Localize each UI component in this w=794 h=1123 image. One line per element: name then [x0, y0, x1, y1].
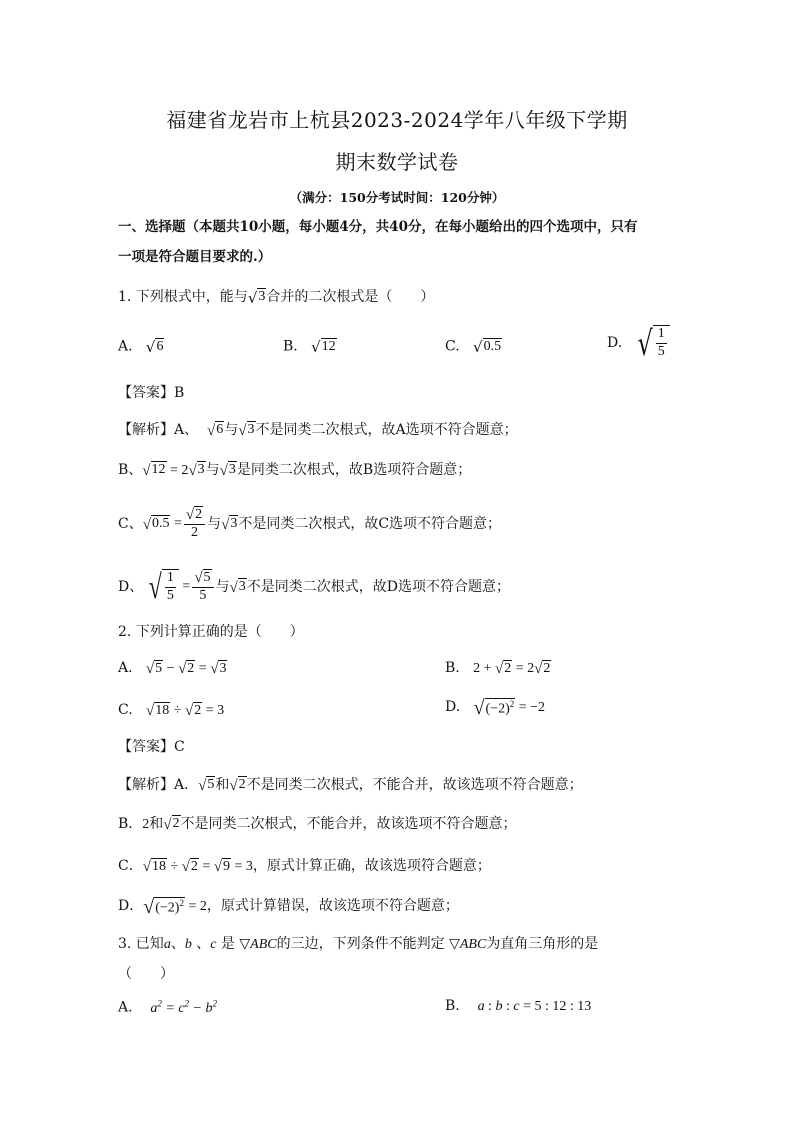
q2-analysis-b: B．2和 √ 2 不是同类二次根式，不能合并，故该选项不符合题意；: [118, 816, 517, 833]
q2-analysis-d-prefix: D．: [118, 898, 144, 915]
q1-option-c-label: C.: [445, 338, 460, 355]
q1-option-a: [118, 338, 164, 355]
q1-analysis-b-text: 是同类二次根式，故B选项符合题意；: [236, 462, 472, 478]
q3-option-b: B. a : b : c = 5 : 12 : 13: [445, 998, 592, 1014]
q1-option-d-radical: √ $\frac{1}{5}$: [631, 325, 670, 361]
q2-option-b-label: B.: [445, 660, 460, 676]
q2-analysis-a-text: 不是同类二次根式，不能合并，故该选项不符合题意；: [246, 777, 583, 793]
q1-stem-suffix: 合并的二次根式是（ ）: [266, 289, 435, 305]
q1-option-a-radical: √ 6: [145, 338, 164, 357]
q1-option-c: [445, 338, 502, 355]
q1-option-c-radicand: 0.5: [483, 339, 502, 354]
q1-analysis-d-text: 不是同类二次根式，故D选项不符合题意；: [246, 579, 511, 595]
q2-analysis-c: C． √ 18 ÷ √ 2 = √ 9 = 3，原式计算正确，故该选项符合题意；: [118, 858, 491, 876]
q1-analysis-c: C、 √ 0.5 = √ 2 2 与 √ 3 不是同类二次根式，故C选项不符合题意；: [118, 507, 502, 540]
q2-option-c-label: C.: [118, 702, 133, 718]
q2-option-a-label: A.: [118, 660, 133, 676]
q3-stem-line1: 3. 已知a、b 、c 是 ▽ABC的三边，下列条件不能判定 ▽ABC为直角三角形的是: [118, 936, 599, 952]
q1-answer: 【答案】B: [118, 385, 185, 401]
q1-stem-prefix: 1. 下列根式中，能与: [118, 289, 248, 305]
q1-option-a-label: A.: [118, 338, 133, 355]
q1-analysis-d-prefix: D、: [118, 579, 144, 595]
score-time-info: （满分：150分考试时间：120分钟）: [289, 190, 505, 205]
q1-stem-radical: √ 3: [247, 288, 266, 307]
q2-analysis-b-prefix: B．: [118, 816, 143, 832]
q1-analysis-b: B、 √ 12 = 2 √ 3 与 √ 3 是同类二次根式，故B选项符合题意；: [118, 462, 472, 479]
q1-option-a-radicand: 6: [156, 339, 164, 354]
q1-option-c-radical: √ 0.5: [473, 338, 502, 357]
q2-option-b: B. 2 + √ 2 = 2 √ 2: [445, 660, 551, 678]
q1-option-d-numerator: 1: [656, 326, 667, 344]
q1-option-d-denominator: 5: [657, 343, 665, 359]
q2-option-d-label: D.: [445, 699, 461, 716]
q1-analysis-c-text: 不是同类二次根式，故C选项不符合题意；: [238, 516, 502, 532]
q3-option-a: A. $a^2 = c^2 - b^2$: [118, 998, 217, 1016]
q2-analysis-c-text: ，原式计算正确，故该选项符合题意；: [252, 858, 491, 874]
q1-analysis-b-prefix: B、: [118, 462, 143, 478]
q2-analysis-d-text: ，原式计算错误，故该选项不符合题意；: [206, 898, 459, 915]
q1-stem: [118, 288, 434, 306]
q1-analysis-d: D、 √ $\frac{1}{5}$ = √ 5 5 与 √ 3 不是同类二次根式，故D选项不符合题意；: [118, 568, 511, 606]
q3-option-a-label: A.: [118, 999, 133, 1016]
q1-option-d: [607, 323, 670, 364]
exam-title-line2: 期末数学试卷: [335, 150, 459, 174]
exam-title-line1: 福建省龙岩市上杭县2023-2024学年八年级下学期: [166, 108, 628, 132]
q2-stem: 2. 下列计算正确的是（ ）: [118, 624, 304, 640]
section-heading-line1: 一、选择题（本题共10小题，每小题4分，共40分，在每小题给出的四个选项中，只有: [118, 219, 638, 235]
q3-stem-line2: （ ）: [118, 966, 174, 982]
q2-analysis-b-text: 不是同类二次根式，不能合并，故该选项不符合题意；: [180, 816, 517, 832]
q3-stem-middle: 的三边，下列条件不能判定: [276, 936, 445, 952]
q2-option-c: C. √ 18 ÷ √ 2 = 3: [118, 702, 225, 720]
q2-analysis-a-prefix: 【解析】A．: [118, 777, 199, 793]
q2-option-a: A. √ 5 − √ 2 = √ 3: [118, 660, 227, 678]
q3-stem-suffix: 为直角三角形的是: [486, 936, 599, 952]
q1-option-d-label: D.: [607, 334, 623, 351]
q1-option-b-label: B.: [283, 338, 298, 355]
q2-analysis-d: D． √ $(-2)^2$ = 2，原式计算错误，故该选项不符合题意；: [118, 896, 459, 918]
q2-analysis-a: 【解析】A． √ 5 和 √ 2 不是同类二次根式，不能合并，故该选项不符合题意；: [118, 777, 583, 794]
q1-analysis-a: 【解析】A、 √ 6 与 √ 3 不是同类二次根式，故A选项不符合题意；: [118, 422, 518, 439]
q1-option-b: [283, 338, 337, 355]
section-heading-line2: 一项是符合题目要求的.）: [118, 249, 272, 265]
q1-analysis-c-prefix: C、: [118, 516, 143, 532]
q1-stem-radicand: 3: [258, 289, 266, 305]
q1-option-b-radicand: 12: [321, 339, 336, 354]
q1-analysis-a-prefix: 【解析】A、: [118, 422, 199, 438]
q2-answer: 【答案】C: [118, 739, 185, 755]
q1-analysis-a-text: 不是同类二次根式，故A选项不符合题意；: [255, 422, 518, 438]
q3-stem-prefix: 3. 已知: [118, 936, 164, 952]
q1-option-b-radical: √ 12: [311, 338, 336, 357]
q3-option-b-label: B.: [445, 998, 460, 1014]
q2-analysis-c-prefix: C．: [118, 858, 143, 874]
q2-option-d: D. √ $(-2)^2$ = −2: [445, 697, 546, 719]
